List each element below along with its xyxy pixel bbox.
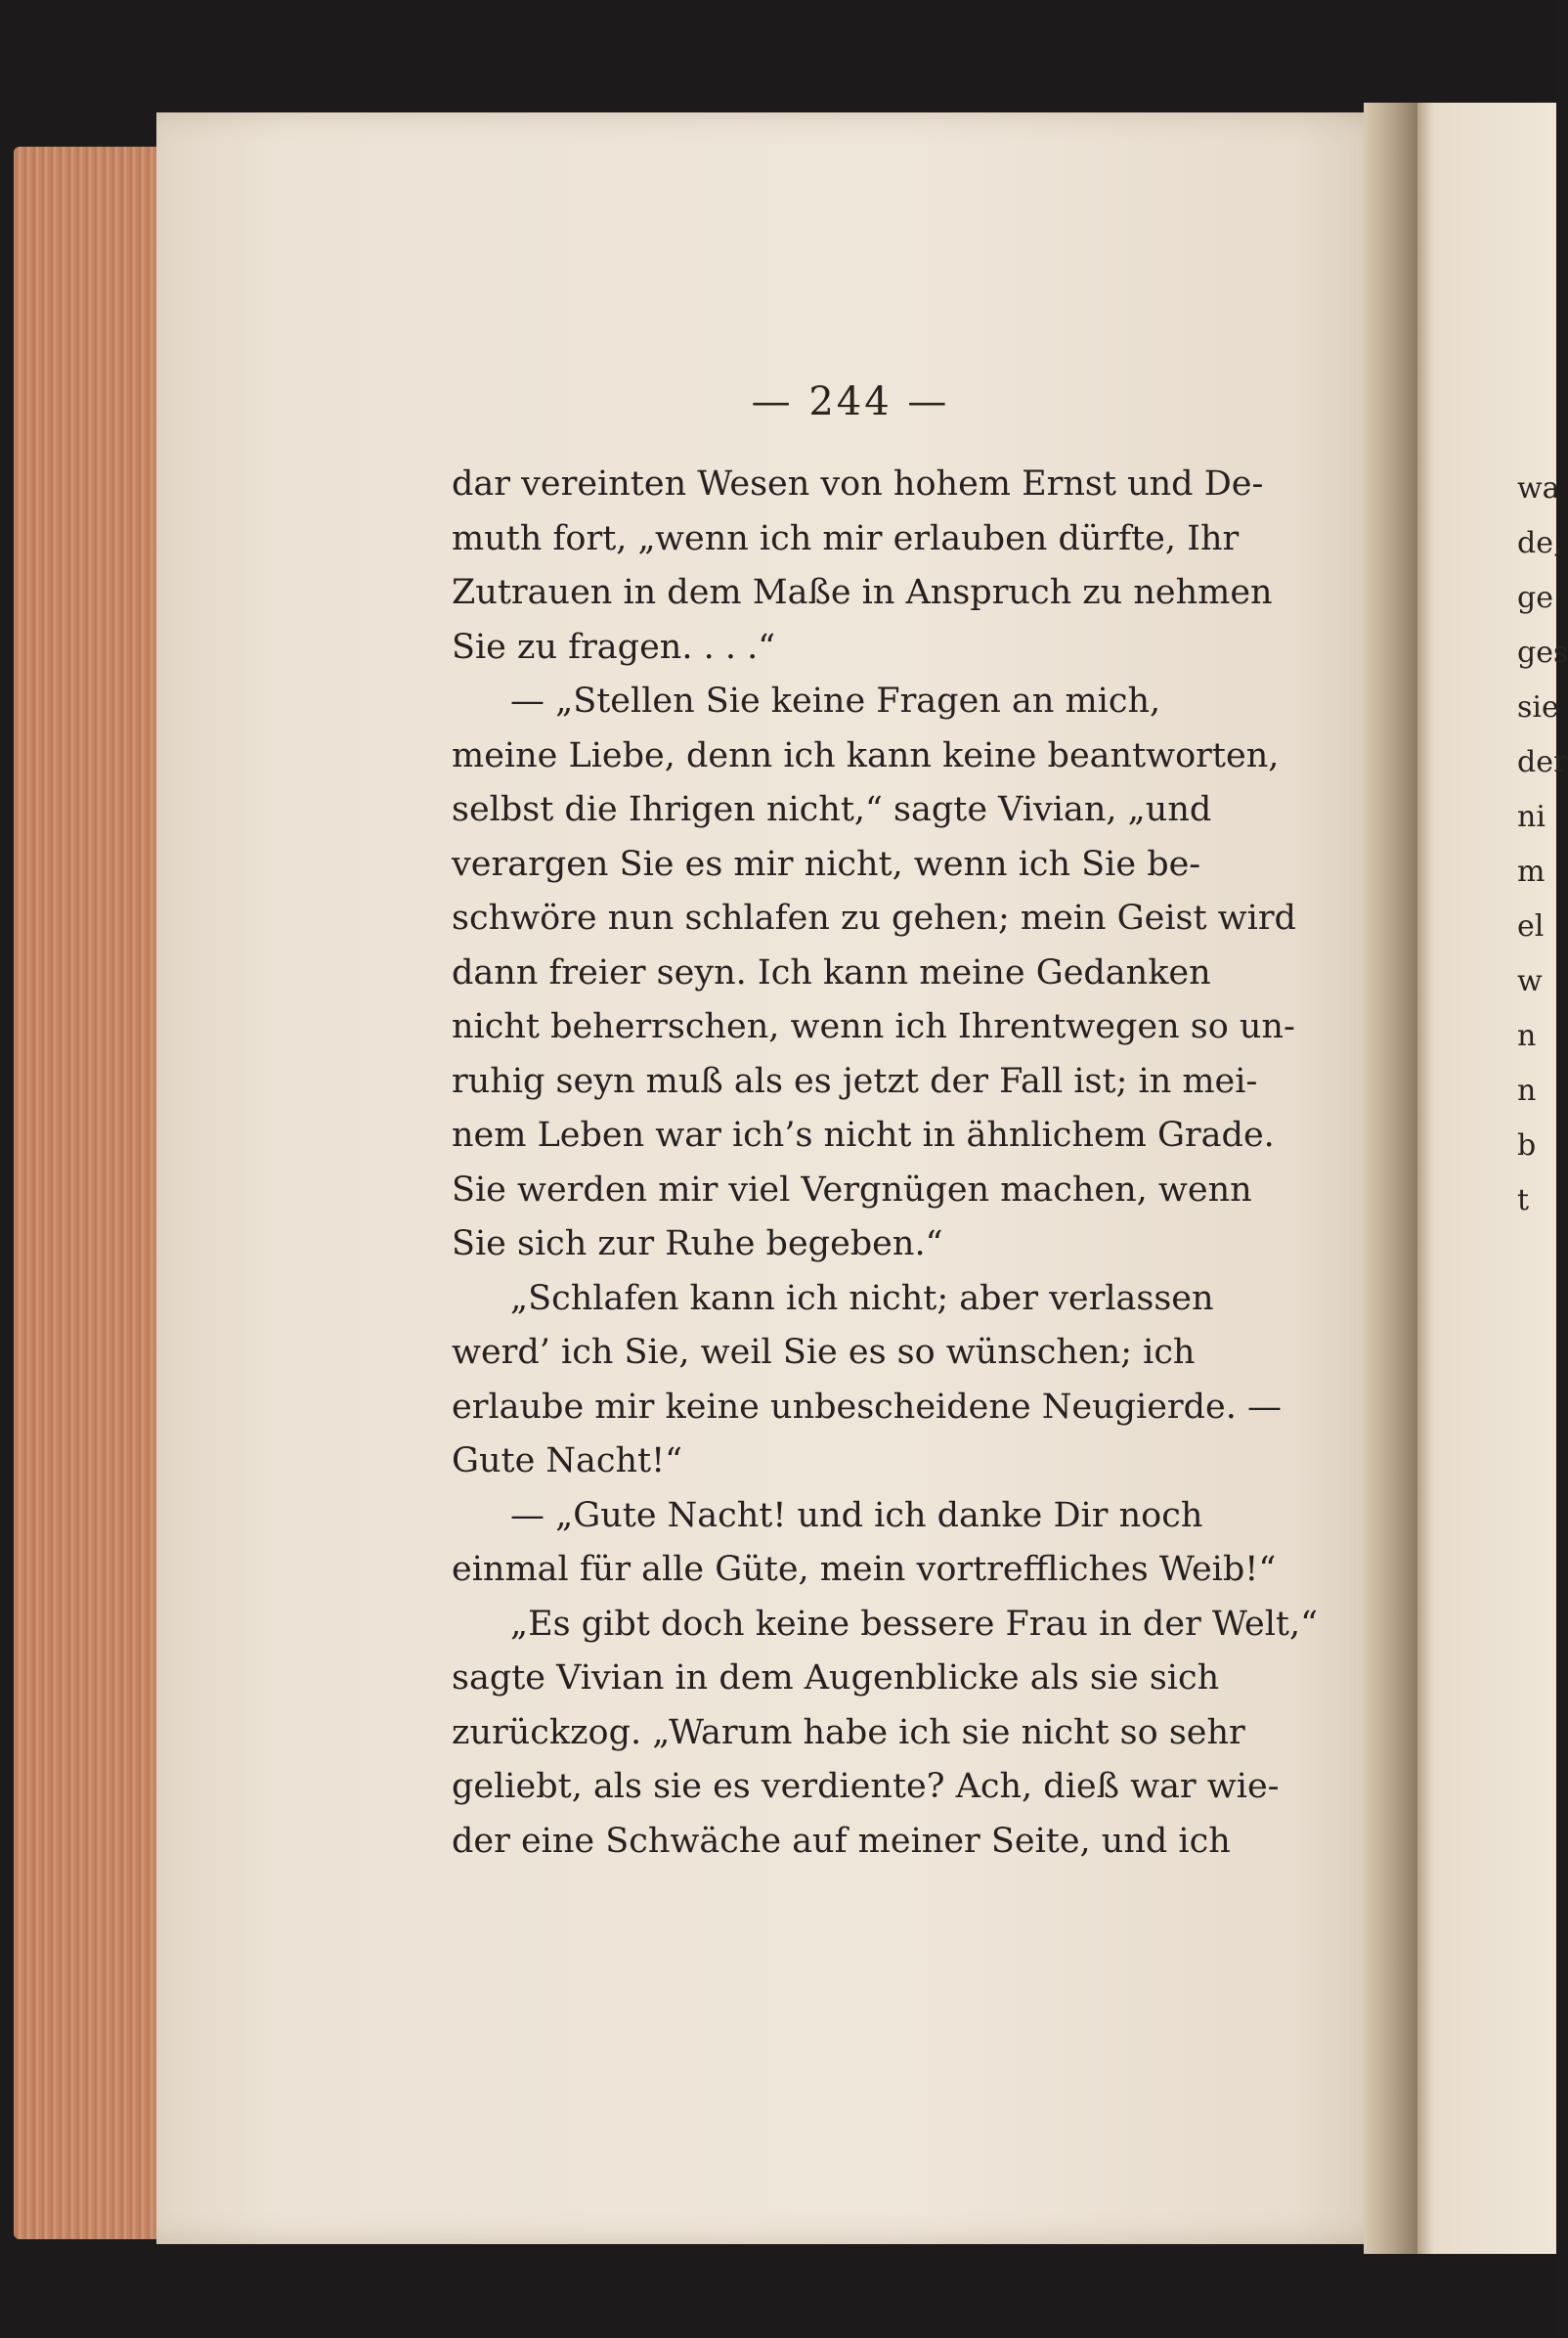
opposite-fragment: w <box>1517 964 1543 998</box>
text-line: sagte Vivian in dem Augenblicke als sie sich <box>452 1658 1220 1698</box>
text-line: dann freier seyn. Ich kann meine Gedanken <box>452 952 1211 993</box>
page-edge <box>14 147 160 2239</box>
opposite-fragment: sie <box>1517 690 1559 725</box>
opposite-fragment: wa <box>1517 471 1560 506</box>
opposite-fragment: ge <box>1517 581 1553 615</box>
text-line: Gute Nacht!“ <box>452 1441 683 1480</box>
text-line: einmal für alle Güte, mein vortreffliches Weib!“ <box>452 1550 1277 1589</box>
text-line: muth fort, „wenn ich mir erlauben dürfte, Ihr <box>452 518 1240 558</box>
opposite-page-text <box>1517 462 1568 1228</box>
opposite-fragment: der <box>1517 745 1568 779</box>
text-line: der eine Schwäche auf meiner Seite, und ich <box>452 1821 1231 1861</box>
text-line: „Schlafen kann ich nicht; aber verlassen <box>510 1278 1214 1318</box>
opposite-fragment: n <box>1517 1074 1537 1108</box>
text-line: Sie sich zur Ruhe begeben.“ <box>452 1224 943 1263</box>
opposite-fragment: de, <box>1517 526 1563 560</box>
body-text <box>452 458 1319 1869</box>
page-number: — 244 — <box>751 379 950 424</box>
text-line: Zutrauen in dem Maße in Anspruch zu nehmen <box>452 573 1273 612</box>
text-line: — „Stellen Sie keine Fragen an mich, <box>510 682 1161 721</box>
book-gutter <box>1364 103 1417 2254</box>
opposite-fragment: ges <box>1517 636 1568 670</box>
text-line: dar vereinten Wesen von hohem Ernst und De- <box>452 464 1264 504</box>
text-line: Sie zu fragen. . . .“ <box>452 627 776 667</box>
text-line: nicht beherrschen, wenn ich Ihrentwegen so un- <box>452 1007 1295 1046</box>
opposite-fragment: el <box>1517 909 1545 944</box>
text-line: geliebt, als sie es verdiente? Ach, dieß war wie- <box>452 1767 1280 1806</box>
text-line: selbst die Ihrigen nicht,“ sagte Vivian, „und <box>452 790 1212 829</box>
text-line: schwöre nun schlafen zu gehen; mein Geist wird <box>452 899 1296 938</box>
text-line: zurückzog. „Warum habe ich sie nicht so sehr <box>452 1712 1245 1752</box>
text-line: ruhig seyn muß als es jetzt der Fall ist; in mei- <box>452 1061 1258 1101</box>
opposite-fragment: ni <box>1517 800 1546 834</box>
text-line: Sie werden mir viel Vergnügen machen, wenn <box>452 1169 1252 1210</box>
opposite-fragment: m <box>1517 855 1546 889</box>
opposite-fragment: n <box>1517 1019 1537 1053</box>
opposite-fragment: t <box>1517 1183 1530 1217</box>
text-line: — „Gute Nacht! und ich danke Dir noch <box>510 1495 1203 1535</box>
text-line: verargen Sie es mir nicht, wenn ich Sie be- <box>452 844 1201 884</box>
text-line: erlaube mir keine unbescheidene Neugierde. — <box>452 1387 1283 1427</box>
opposite-fragment: b <box>1517 1128 1537 1163</box>
text-line: „Es gibt doch keine bessere Frau in der Welt,“ <box>510 1604 1319 1644</box>
text-line: meine Liebe, denn ich kann keine beantworten, <box>452 735 1280 775</box>
text-line: werd’ ich Sie, weil Sie es so wünschen; ich <box>452 1333 1196 1372</box>
text-line: nem Leben war ich’s nicht in ähnlichem Grade. <box>452 1116 1275 1155</box>
